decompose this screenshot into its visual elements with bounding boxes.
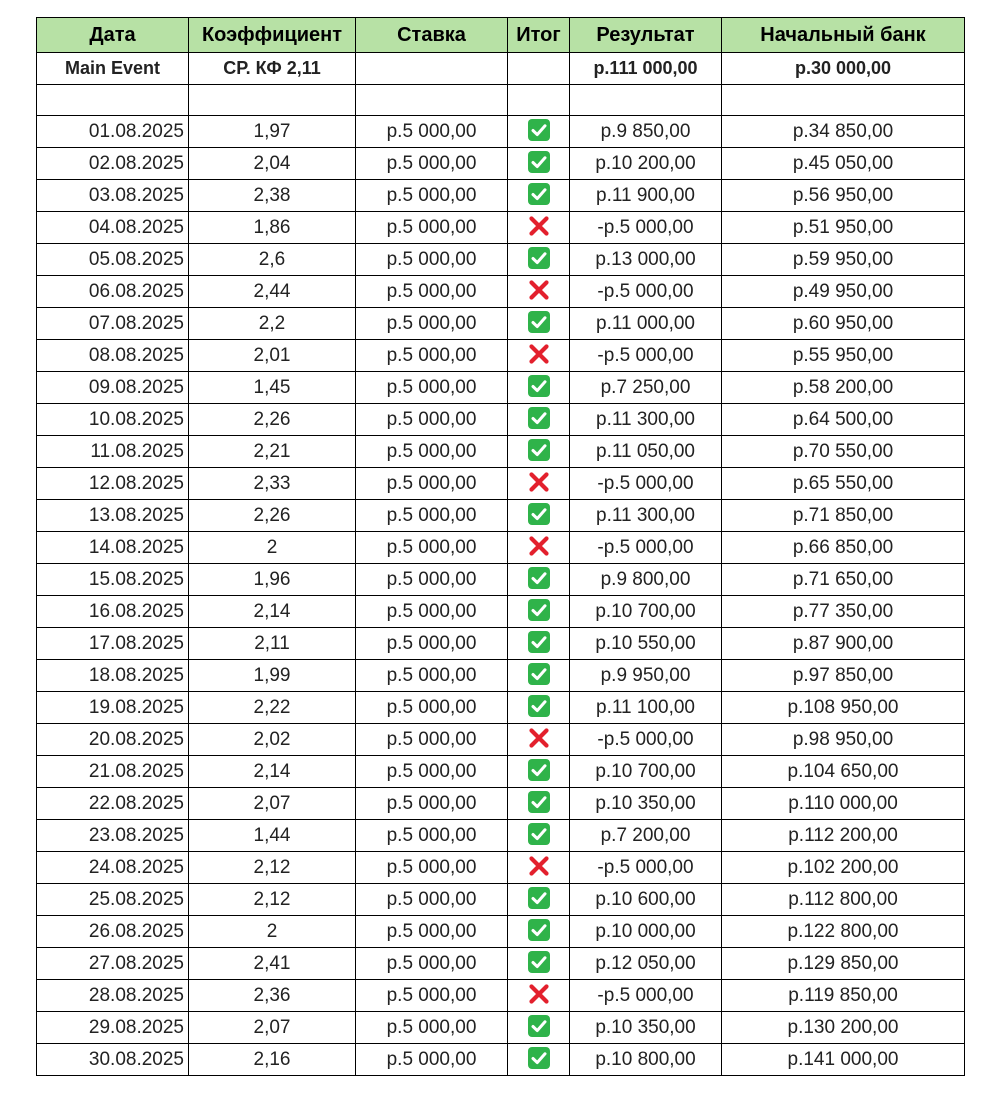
outcome-cell[interactable] xyxy=(508,468,570,500)
coef-cell[interactable]: 2,26 xyxy=(189,500,356,532)
outcome-cell[interactable] xyxy=(508,916,570,948)
table-row xyxy=(37,308,965,340)
bank-cell[interactable]: р.66 850,00 xyxy=(722,532,965,564)
check-icon xyxy=(527,822,551,846)
betting-table xyxy=(36,17,965,1076)
result-cell[interactable]: р.11 300,00 xyxy=(570,404,722,436)
date-cell[interactable]: 26.08.2025 xyxy=(37,916,189,948)
table-row xyxy=(37,724,965,756)
coef-cell[interactable]: 2,14 xyxy=(189,756,356,788)
date-cell[interactable]: 19.08.2025 xyxy=(37,692,189,724)
outcome-cell[interactable] xyxy=(508,500,570,532)
check-icon xyxy=(527,630,551,654)
coef-cell[interactable]: 1,44 xyxy=(189,820,356,852)
check-icon xyxy=(527,1046,551,1070)
header-date: Дата xyxy=(37,18,189,53)
bank-cell[interactable]: р.130 200,00 xyxy=(722,1012,965,1044)
bet-cell[interactable]: р.5 000,00 xyxy=(356,724,508,756)
result-cell[interactable]: р.12 050,00 xyxy=(570,948,722,980)
blank-cell[interactable] xyxy=(722,85,965,116)
table-row xyxy=(37,244,965,276)
bank-cell[interactable]: р.87 900,00 xyxy=(722,628,965,660)
bet-cell[interactable]: р.5 000,00 xyxy=(356,852,508,884)
date-cell[interactable]: 11.08.2025 xyxy=(37,436,189,468)
bank-cell[interactable]: р.129 850,00 xyxy=(722,948,965,980)
table-row xyxy=(37,372,965,404)
outcome-cell[interactable] xyxy=(508,340,570,372)
date-cell[interactable]: 04.08.2025 xyxy=(37,212,189,244)
check-icon xyxy=(527,310,551,334)
table-row xyxy=(37,564,965,596)
coef-cell[interactable]: 2,14 xyxy=(189,596,356,628)
result-cell[interactable]: р.10 350,00 xyxy=(570,788,722,820)
coef-cell[interactable]: 2,38 xyxy=(189,180,356,212)
bank-cell[interactable]: р.55 950,00 xyxy=(722,340,965,372)
outcome-cell[interactable] xyxy=(508,884,570,916)
coef-cell[interactable]: 2,33 xyxy=(189,468,356,500)
bet-cell[interactable]: р.5 000,00 xyxy=(356,916,508,948)
blank-cell[interactable] xyxy=(37,85,189,116)
bank-cell[interactable]: р.34 850,00 xyxy=(722,116,965,148)
cross-icon xyxy=(527,854,551,878)
check-icon xyxy=(527,374,551,398)
bank-cell[interactable]: р.71 650,00 xyxy=(722,564,965,596)
table-row xyxy=(37,660,965,692)
coef-cell[interactable]: 2,07 xyxy=(189,1012,356,1044)
bet-cell[interactable]: р.5 000,00 xyxy=(356,404,508,436)
main-event-label[interactable]: Main Event xyxy=(37,53,189,85)
result-cell[interactable]: р.11 000,00 xyxy=(570,308,722,340)
result-cell[interactable]: р.11 100,00 xyxy=(570,692,722,724)
outcome-cell[interactable] xyxy=(508,372,570,404)
bank-cell[interactable]: р.71 850,00 xyxy=(722,500,965,532)
bank-cell[interactable]: р.98 950,00 xyxy=(722,724,965,756)
result-cell[interactable]: р.10 700,00 xyxy=(570,756,722,788)
table-row xyxy=(37,532,965,564)
bank-cell[interactable]: р.77 350,00 xyxy=(722,596,965,628)
outcome-cell[interactable] xyxy=(508,820,570,852)
outcome-cell[interactable] xyxy=(508,212,570,244)
outcome-cell[interactable] xyxy=(508,308,570,340)
bet-cell[interactable]: р.5 000,00 xyxy=(356,340,508,372)
outcome-cell[interactable] xyxy=(508,180,570,212)
check-icon xyxy=(527,758,551,782)
coef-cell[interactable]: 2,2 xyxy=(189,308,356,340)
table-row xyxy=(37,788,965,820)
bank-cell[interactable]: р.45 050,00 xyxy=(722,148,965,180)
table-row xyxy=(37,852,965,884)
result-cell[interactable]: -р.5 000,00 xyxy=(570,276,722,308)
coef-cell[interactable]: 2,12 xyxy=(189,884,356,916)
table-row xyxy=(37,1044,965,1076)
result-cell[interactable]: р.7 250,00 xyxy=(570,372,722,404)
main-outcome-cell[interactable] xyxy=(508,53,570,85)
bank-cell[interactable]: р.49 950,00 xyxy=(722,276,965,308)
bet-cell[interactable]: р.5 000,00 xyxy=(356,116,508,148)
bank-cell[interactable]: р.104 650,00 xyxy=(722,756,965,788)
outcome-cell[interactable] xyxy=(508,1044,570,1076)
coef-cell[interactable]: 1,45 xyxy=(189,372,356,404)
check-icon xyxy=(527,886,551,910)
cross-icon xyxy=(527,214,551,238)
result-cell[interactable]: р.13 000,00 xyxy=(570,244,722,276)
bank-cell[interactable]: р.58 200,00 xyxy=(722,372,965,404)
date-cell[interactable]: 12.08.2025 xyxy=(37,468,189,500)
table-row xyxy=(37,212,965,244)
bet-cell[interactable]: р.5 000,00 xyxy=(356,244,508,276)
coef-cell[interactable]: 2,44 xyxy=(189,276,356,308)
outcome-cell[interactable] xyxy=(508,628,570,660)
table-row xyxy=(37,1012,965,1044)
outcome-cell[interactable] xyxy=(508,660,570,692)
bank-cell[interactable]: р.51 950,00 xyxy=(722,212,965,244)
cross-icon xyxy=(527,470,551,494)
bet-cell[interactable]: р.5 000,00 xyxy=(356,628,508,660)
coef-cell[interactable]: 2 xyxy=(189,916,356,948)
coef-cell[interactable]: 2,16 xyxy=(189,1044,356,1076)
date-cell[interactable]: 14.08.2025 xyxy=(37,532,189,564)
table-row xyxy=(37,404,965,436)
bet-cell[interactable]: р.5 000,00 xyxy=(356,948,508,980)
check-icon xyxy=(527,918,551,942)
bet-cell[interactable]: р.5 000,00 xyxy=(356,788,508,820)
result-cell[interactable]: -р.5 000,00 xyxy=(570,340,722,372)
outcome-cell[interactable] xyxy=(508,948,570,980)
date-cell[interactable]: 15.08.2025 xyxy=(37,564,189,596)
bank-cell[interactable]: р.112 200,00 xyxy=(722,820,965,852)
coef-cell[interactable]: 2,02 xyxy=(189,724,356,756)
table-row xyxy=(37,468,965,500)
table-row xyxy=(37,340,965,372)
date-cell[interactable]: 13.08.2025 xyxy=(37,500,189,532)
table-row xyxy=(37,276,965,308)
date-cell[interactable]: 10.08.2025 xyxy=(37,404,189,436)
table-row xyxy=(37,916,965,948)
main-bet-cell[interactable] xyxy=(356,53,508,85)
result-cell[interactable]: р.11 050,00 xyxy=(570,436,722,468)
table-row xyxy=(37,820,965,852)
coef-cell[interactable]: 1,96 xyxy=(189,564,356,596)
table-row xyxy=(37,436,965,468)
outcome-cell[interactable] xyxy=(508,276,570,308)
result-cell[interactable]: р.10 200,00 xyxy=(570,148,722,180)
result-cell[interactable]: р.11 900,00 xyxy=(570,180,722,212)
result-cell[interactable]: р.9 800,00 xyxy=(570,564,722,596)
bet-cell[interactable]: р.5 000,00 xyxy=(356,276,508,308)
bank-cell[interactable]: р.122 800,00 xyxy=(722,916,965,948)
coef-cell[interactable]: 2,22 xyxy=(189,692,356,724)
bet-cell[interactable]: р.5 000,00 xyxy=(356,692,508,724)
blank-cell[interactable] xyxy=(356,85,508,116)
header-start-bank: Начальный банк xyxy=(722,18,965,53)
blank-cell[interactable] xyxy=(189,85,356,116)
coef-cell[interactable]: 2,41 xyxy=(189,948,356,980)
outcome-cell[interactable] xyxy=(508,756,570,788)
outcome-cell[interactable] xyxy=(508,436,570,468)
bet-cell[interactable]: р.5 000,00 xyxy=(356,820,508,852)
result-cell[interactable]: -р.5 000,00 xyxy=(570,468,722,500)
coef-cell[interactable]: 1,86 xyxy=(189,212,356,244)
date-cell[interactable]: 09.08.2025 xyxy=(37,372,189,404)
blank-cell[interactable] xyxy=(570,85,722,116)
coef-cell[interactable]: 1,99 xyxy=(189,660,356,692)
outcome-cell[interactable] xyxy=(508,596,570,628)
date-cell[interactable]: 16.08.2025 xyxy=(37,596,189,628)
table-row xyxy=(37,692,965,724)
date-cell[interactable]: 27.08.2025 xyxy=(37,948,189,980)
bet-cell[interactable]: р.5 000,00 xyxy=(356,148,508,180)
header-coefficient: Коэффициент xyxy=(189,18,356,53)
start-bank-cell[interactable]: р.30 000,00 xyxy=(722,53,965,85)
outcome-cell[interactable] xyxy=(508,852,570,884)
bank-cell[interactable]: р.112 800,00 xyxy=(722,884,965,916)
check-icon xyxy=(527,790,551,814)
date-cell[interactable]: 02.08.2025 xyxy=(37,148,189,180)
bet-cell[interactable]: р.5 000,00 xyxy=(356,468,508,500)
bet-cell[interactable]: р.5 000,00 xyxy=(356,372,508,404)
date-cell[interactable]: 29.08.2025 xyxy=(37,1012,189,1044)
table-row xyxy=(37,116,965,148)
table-row xyxy=(37,596,965,628)
main-event-row xyxy=(37,53,965,85)
outcome-cell[interactable] xyxy=(508,532,570,564)
bet-cell[interactable]: р.5 000,00 xyxy=(356,756,508,788)
result-cell[interactable]: р.10 600,00 xyxy=(570,884,722,916)
date-cell[interactable]: 23.08.2025 xyxy=(37,820,189,852)
date-cell[interactable]: 03.08.2025 xyxy=(37,180,189,212)
coef-cell[interactable]: 2,07 xyxy=(189,788,356,820)
outcome-cell[interactable] xyxy=(508,980,570,1012)
bank-cell[interactable]: р.65 550,00 xyxy=(722,468,965,500)
header-row xyxy=(37,18,965,53)
coef-cell[interactable]: 2,6 xyxy=(189,244,356,276)
check-icon xyxy=(527,150,551,174)
bet-cell[interactable]: р.5 000,00 xyxy=(356,564,508,596)
check-icon xyxy=(527,438,551,462)
bet-cell[interactable]: р.5 000,00 xyxy=(356,1012,508,1044)
coef-cell[interactable]: 1,97 xyxy=(189,116,356,148)
outcome-cell[interactable] xyxy=(508,724,570,756)
check-icon xyxy=(527,182,551,206)
check-icon xyxy=(527,1014,551,1038)
date-cell[interactable]: 08.08.2025 xyxy=(37,340,189,372)
table-row xyxy=(37,148,965,180)
coef-cell[interactable]: 2,21 xyxy=(189,436,356,468)
outcome-cell[interactable] xyxy=(508,788,570,820)
date-cell[interactable]: 18.08.2025 xyxy=(37,660,189,692)
bank-cell[interactable]: р.97 850,00 xyxy=(722,660,965,692)
table-row xyxy=(37,628,965,660)
result-cell[interactable]: р.10 350,00 xyxy=(570,1012,722,1044)
coef-cell[interactable]: 2,11 xyxy=(189,628,356,660)
cross-icon xyxy=(527,982,551,1006)
coef-cell[interactable]: 2,12 xyxy=(189,852,356,884)
cross-icon xyxy=(527,726,551,750)
bet-cell[interactable]: р.5 000,00 xyxy=(356,180,508,212)
header-result: Результат xyxy=(570,18,722,53)
result-cell[interactable]: р.9 950,00 xyxy=(570,660,722,692)
bank-cell[interactable]: р.59 950,00 xyxy=(722,244,965,276)
result-cell[interactable]: -р.5 000,00 xyxy=(570,724,722,756)
bank-cell[interactable]: р.60 950,00 xyxy=(722,308,965,340)
result-cell[interactable]: р.10 800,00 xyxy=(570,1044,722,1076)
cross-icon xyxy=(527,534,551,558)
outcome-cell[interactable] xyxy=(508,116,570,148)
result-cell[interactable]: -р.5 000,00 xyxy=(570,852,722,884)
bet-cell[interactable]: р.5 000,00 xyxy=(356,660,508,692)
coef-cell[interactable]: 2,04 xyxy=(189,148,356,180)
result-cell[interactable]: -р.5 000,00 xyxy=(570,212,722,244)
table-row xyxy=(37,948,965,980)
date-cell[interactable]: 30.08.2025 xyxy=(37,1044,189,1076)
check-icon xyxy=(527,950,551,974)
bank-cell[interactable]: р.110 000,00 xyxy=(722,788,965,820)
bet-cell[interactable]: р.5 000,00 xyxy=(356,532,508,564)
check-icon xyxy=(527,566,551,590)
check-icon xyxy=(527,502,551,526)
bet-cell[interactable]: р.5 000,00 xyxy=(356,500,508,532)
check-icon xyxy=(527,694,551,718)
header-outcome: Итог xyxy=(508,18,570,53)
bank-cell[interactable]: р.119 850,00 xyxy=(722,980,965,1012)
check-icon xyxy=(527,246,551,270)
date-cell[interactable]: 20.08.2025 xyxy=(37,724,189,756)
cross-icon xyxy=(527,342,551,366)
bank-cell[interactable]: р.70 550,00 xyxy=(722,436,965,468)
date-cell[interactable]: 17.08.2025 xyxy=(37,628,189,660)
date-cell[interactable]: 01.08.2025 xyxy=(37,116,189,148)
result-cell[interactable]: р.10 550,00 xyxy=(570,628,722,660)
check-icon xyxy=(527,118,551,142)
table-row xyxy=(37,500,965,532)
date-cell[interactable]: 07.08.2025 xyxy=(37,308,189,340)
check-icon xyxy=(527,406,551,430)
bank-cell[interactable]: р.102 200,00 xyxy=(722,852,965,884)
bank-cell[interactable]: р.56 950,00 xyxy=(722,180,965,212)
bet-cell[interactable]: р.5 000,00 xyxy=(356,1044,508,1076)
outcome-cell[interactable] xyxy=(508,692,570,724)
outcome-cell[interactable] xyxy=(508,1012,570,1044)
bank-cell[interactable]: р.108 950,00 xyxy=(722,692,965,724)
table-row xyxy=(37,180,965,212)
coef-cell[interactable]: 2,01 xyxy=(189,340,356,372)
cross-icon xyxy=(527,278,551,302)
date-cell[interactable]: 22.08.2025 xyxy=(37,788,189,820)
check-icon xyxy=(527,662,551,686)
date-cell[interactable]: 24.08.2025 xyxy=(37,852,189,884)
result-cell[interactable]: р.7 200,00 xyxy=(570,820,722,852)
bank-cell[interactable]: р.141 000,00 xyxy=(722,1044,965,1076)
bet-cell[interactable]: р.5 000,00 xyxy=(356,596,508,628)
result-cell[interactable]: -р.5 000,00 xyxy=(570,980,722,1012)
table-row xyxy=(37,884,965,916)
result-total-cell[interactable]: р.111 000,00 xyxy=(570,53,722,85)
table-row xyxy=(37,756,965,788)
result-cell[interactable]: р.10 000,00 xyxy=(570,916,722,948)
outcome-cell[interactable] xyxy=(508,564,570,596)
date-cell[interactable]: 05.08.2025 xyxy=(37,244,189,276)
coef-cell[interactable]: 2,26 xyxy=(189,404,356,436)
coef-cell[interactable]: 2 xyxy=(189,532,356,564)
date-cell[interactable]: 28.08.2025 xyxy=(37,980,189,1012)
date-cell[interactable]: 06.08.2025 xyxy=(37,276,189,308)
coef-cell[interactable]: 2,36 xyxy=(189,980,356,1012)
table-row xyxy=(37,980,965,1012)
date-cell[interactable]: 25.08.2025 xyxy=(37,884,189,916)
bet-cell[interactable]: р.5 000,00 xyxy=(356,436,508,468)
bet-cell[interactable]: р.5 000,00 xyxy=(356,308,508,340)
blank-row xyxy=(37,85,965,116)
outcome-cell[interactable] xyxy=(508,404,570,436)
date-cell[interactable]: 21.08.2025 xyxy=(37,756,189,788)
blank-cell[interactable] xyxy=(508,85,570,116)
header-bet: Ставка xyxy=(356,18,508,53)
bet-cell[interactable]: р.5 000,00 xyxy=(356,884,508,916)
result-cell[interactable]: р.10 700,00 xyxy=(570,596,722,628)
bank-cell[interactable]: р.64 500,00 xyxy=(722,404,965,436)
result-cell[interactable]: р.9 850,00 xyxy=(570,116,722,148)
check-icon xyxy=(527,598,551,622)
outcome-cell[interactable] xyxy=(508,148,570,180)
result-cell[interactable]: -р.5 000,00 xyxy=(570,532,722,564)
bet-cell[interactable]: р.5 000,00 xyxy=(356,212,508,244)
result-cell[interactable]: р.11 300,00 xyxy=(570,500,722,532)
avg-coef-cell[interactable]: СР. КФ 2,11 xyxy=(189,53,356,85)
bet-cell[interactable]: р.5 000,00 xyxy=(356,980,508,1012)
outcome-cell[interactable] xyxy=(508,244,570,276)
